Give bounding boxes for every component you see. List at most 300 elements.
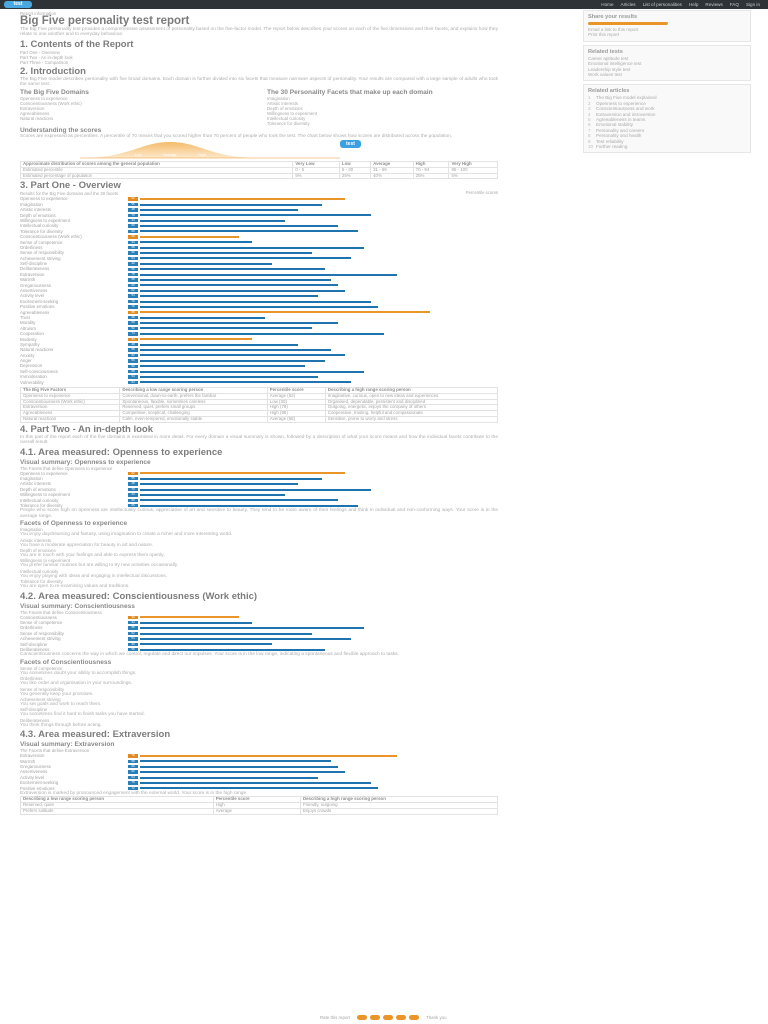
bar-fill xyxy=(140,306,378,308)
facet-text: You like order and organisation in your surroundings. xyxy=(20,681,133,687)
table-cell: Describing a high range scoring person xyxy=(300,797,497,803)
bar-label: Deliberateness xyxy=(20,266,50,272)
bar-value-badge: 88 xyxy=(128,311,138,314)
table-cell: Average xyxy=(371,162,414,168)
bar-label: Achievement striving xyxy=(20,636,61,642)
bar-track xyxy=(128,643,498,646)
bar-value-badge: 48 xyxy=(128,482,138,485)
bar-row xyxy=(20,380,498,385)
bar-track xyxy=(128,375,498,378)
overview-heading: 3. Part One - Overview xyxy=(20,180,121,192)
bar-value-badge: 66 xyxy=(128,504,138,507)
table-cell: Average xyxy=(213,808,300,814)
bar-fill xyxy=(140,241,252,243)
table-row xyxy=(21,417,498,423)
table-cell: Natural reactions xyxy=(21,417,120,423)
bar-value-badge: 68 xyxy=(128,246,138,249)
bell-tick-label: Very High xyxy=(227,153,243,158)
bar-fill xyxy=(140,777,318,779)
bar-label: Natural reactions xyxy=(20,347,54,353)
contents-part1-link[interactable]: Part One - Overview xyxy=(20,49,60,55)
rating-dot-1[interactable] xyxy=(357,1015,367,1020)
rating-label: Rate this report xyxy=(320,1015,351,1020)
bar-track xyxy=(128,381,498,384)
sidebar-link-number: 9 xyxy=(588,138,591,144)
facets-list-title: The 30 Personality Facets that make up each domain xyxy=(267,88,433,96)
bar-value-badge: 66 xyxy=(128,230,138,233)
sidebar-link[interactable] xyxy=(588,72,746,77)
bar-value-badge: 62 xyxy=(128,289,138,292)
bar-fill xyxy=(140,499,338,501)
bar-fill xyxy=(140,365,305,367)
overview-subtitle: Results for the Big Five domains and the 30 facets xyxy=(20,191,119,197)
table-cell: 0 - 5 xyxy=(293,167,340,173)
bar-fill xyxy=(140,209,298,211)
facet-name: Deliberateness xyxy=(20,717,50,723)
bar-value-badge: 60 xyxy=(128,765,138,768)
facet-text: You set goals and work to reach them. xyxy=(20,702,102,708)
bar-fill xyxy=(140,290,345,292)
list-item: Extraversion xyxy=(20,105,45,111)
bar-value-badge: 78 xyxy=(128,273,138,276)
bar-label: Activity level xyxy=(20,774,45,780)
bar-label: Morality xyxy=(20,320,36,326)
table-cell: Prefers solitude xyxy=(21,808,214,814)
bar-value-badge: 56 xyxy=(128,268,138,271)
bar-track xyxy=(128,197,498,200)
area2-bar-chart xyxy=(20,615,498,653)
area2-facets-title: The Facets that define Conscientiousness xyxy=(20,609,102,615)
bar-track xyxy=(128,241,498,244)
bar-track xyxy=(128,289,498,292)
facet-text: You sometimes find it hard to finish tasks you have started. xyxy=(20,712,145,718)
area3-bar-chart xyxy=(20,753,498,791)
bar-fill xyxy=(140,638,351,640)
bar-fill xyxy=(140,489,371,491)
bar-value-badge: 72 xyxy=(128,305,138,308)
bar-value-badge: 30 xyxy=(128,235,138,238)
bar-label: Intellectual curiosity xyxy=(20,223,59,229)
table-cell: Imaginative, curious, open to new ideas and experiences xyxy=(325,393,497,399)
bar-label: Self-consciousness xyxy=(20,368,58,374)
bar-value-badge: 60 xyxy=(128,321,138,324)
bar-fill xyxy=(140,771,345,773)
rating-thanks: Thank you xyxy=(426,1015,447,1020)
bar-track xyxy=(128,776,498,779)
bar-track xyxy=(128,273,498,276)
table-cell: Very Low xyxy=(293,162,340,168)
share-accent-bar xyxy=(588,22,668,25)
bar-fill xyxy=(140,766,338,768)
bar-fill xyxy=(140,633,312,635)
facet-name: Tolerance for diversity xyxy=(20,579,63,585)
bar-value-badge: 52 xyxy=(128,327,138,330)
bar-label: Tolerance for diversity xyxy=(20,228,63,234)
sidebar xyxy=(583,10,751,156)
bar-label: Excitement-seeking xyxy=(20,298,59,304)
nav-link[interactable]: Reviews xyxy=(705,2,723,7)
bell-curve-graphic xyxy=(20,140,498,160)
bar-fill xyxy=(140,649,325,651)
facet-name: Willingness to experiment xyxy=(20,558,71,564)
facet-name: Imagination xyxy=(20,527,43,533)
bar-label: Sense of responsibility xyxy=(20,250,64,256)
list-item: Tolerance for diversity xyxy=(267,120,310,126)
rating-footer xyxy=(320,1015,447,1021)
contents-heading: 1. Contents of the Report xyxy=(20,38,134,50)
table-cell: Cooperative, trusting, helpful and compassionate xyxy=(325,411,497,417)
rating-dot-5[interactable] xyxy=(409,1015,419,1020)
sidebar-link[interactable] xyxy=(588,144,746,149)
bar-fill xyxy=(140,627,364,629)
bar-label: Sense of competence xyxy=(20,620,63,626)
bar-fill xyxy=(140,371,364,373)
bar-label: Activity level xyxy=(20,293,45,299)
bar-label: Imagination xyxy=(20,476,43,482)
area3-table xyxy=(20,796,498,814)
table-cell: Describing a low range scoring person xyxy=(21,797,214,803)
bar-value-badge: 58 xyxy=(128,278,138,281)
bar-track xyxy=(128,632,498,635)
table-cell: 31 - 69 xyxy=(371,167,414,173)
bar-track xyxy=(128,268,498,271)
understanding-scores-title: Understanding the scores xyxy=(20,126,102,134)
bar-value-badge: 68 xyxy=(128,370,138,373)
report-info-label: Report information xyxy=(20,11,57,16)
bar-track xyxy=(128,246,498,249)
bar-fill xyxy=(140,279,331,281)
area2-facets-heading: Facets of Conscientiousness xyxy=(20,658,112,666)
bar-track xyxy=(128,354,498,357)
table-cell: 25% xyxy=(339,173,370,179)
contents-part2-link[interactable]: Part Two - An in-depth look xyxy=(20,54,73,60)
bar-track xyxy=(128,257,498,260)
table-cell: High (88) xyxy=(267,411,325,417)
area3-visual-summary: Visual summary: Extraversion xyxy=(20,741,115,749)
bar-fill xyxy=(140,376,318,378)
bar-track xyxy=(128,284,498,287)
bar-value-badge: 72 xyxy=(128,787,138,790)
table-cell: 6 - 30 xyxy=(339,167,370,173)
bar-track xyxy=(128,321,498,324)
sidebar-link-number: 3 xyxy=(588,106,591,112)
nav-link[interactable]: Sign in xyxy=(745,2,760,7)
bar-track xyxy=(128,760,498,763)
bar-value-badge: 44 xyxy=(128,219,138,222)
top-nav-links xyxy=(601,1,760,8)
bar-value-badge: 48 xyxy=(128,343,138,346)
table-cell: Friendly, outgoing xyxy=(300,803,497,809)
bar-track xyxy=(128,294,498,297)
bar-fill xyxy=(140,381,351,383)
page-title: Big Five personality test report xyxy=(20,15,190,27)
bar-track xyxy=(128,621,498,624)
area2-text: Conscientiousness concerns the way in which we control, regulate and direct our impulses. Your score is in the low range, indicating a spontaneous and flexible approach to tasks. xyxy=(20,652,399,658)
understanding-scores-text: Scores are expressed as percentiles. A percentile of 70 means that you scored higher than 70 percent of people who took the test. The chart below shows how scores are distributed across the population. xyxy=(20,133,453,139)
table-cell: Estimated percentile xyxy=(21,167,293,173)
bar-label: Orderliness xyxy=(20,244,43,250)
bar-label: Sympathy xyxy=(20,341,40,347)
table-cell: Low (30) xyxy=(267,399,325,405)
bar-label: Self-discipline xyxy=(20,261,48,267)
part-two-text: In this part of the report each of the five domains is examined in more detail. For every domain a visual summary is shown, followed by a description of what your score means and how the individual facets contribute to the overall result. xyxy=(20,434,498,446)
bar-track xyxy=(128,224,498,227)
area2-facet-list xyxy=(20,666,498,728)
bar-label: Trust xyxy=(20,314,30,320)
table-cell: 95 - 100 xyxy=(449,167,498,173)
bar-track xyxy=(128,370,498,373)
bar-value-badge: 44 xyxy=(128,493,138,496)
nav-link[interactable]: Articles xyxy=(620,2,636,7)
bar-label: Conscientiousness xyxy=(20,614,57,620)
bar-value-badge: 64 xyxy=(128,637,138,640)
related-tests-title: Related tests xyxy=(588,48,623,55)
bar-track xyxy=(128,338,498,341)
bar-track xyxy=(128,781,498,784)
bell-tick-label: Very Low xyxy=(97,153,113,158)
bar-fill xyxy=(140,505,358,507)
bar-label: Sense of responsibility xyxy=(20,630,64,636)
area3-text: Extraversion is marked by pronounced engagement with the external world. Your score is in the high range. xyxy=(20,790,248,796)
bar-label: Artistic interests xyxy=(20,207,51,213)
bar-fill xyxy=(140,755,397,757)
table-cell: 5% xyxy=(449,173,498,179)
bar-track xyxy=(128,754,498,757)
bar-fill xyxy=(140,268,325,270)
table-cell: Conscientiousness (Work ethic) xyxy=(21,399,120,405)
facets-list xyxy=(267,96,498,126)
area1-visual-summary: Visual summary: Openness to experience xyxy=(20,458,151,466)
table-cell: Extraversion xyxy=(21,405,120,411)
site-logo[interactable]: test xyxy=(4,1,32,8)
facet-text: You sometimes doubt your ability to accomplish things. xyxy=(20,670,137,676)
table-cell: High (78) xyxy=(267,405,325,411)
list-item: Agreeableness xyxy=(20,110,50,116)
bar-label: Warmth xyxy=(20,277,36,283)
bar-label: Altruism xyxy=(20,325,36,331)
related-articles-card xyxy=(583,84,751,153)
area1-text: People who score high on openness are intellectually curious, appreciative of art and sensitive to beauty. They tend to be more aware of their feelings and think in individual and non-conforming ways. Your score is in the average range. xyxy=(20,508,498,519)
sidebar-link-number: 5 xyxy=(588,117,591,123)
sidebar-link-number: 4 xyxy=(588,111,591,117)
bar-label: Artistic interests xyxy=(20,481,51,487)
bar-track xyxy=(128,493,498,496)
bar-value-badge: 74 xyxy=(128,332,138,335)
table-cell: Outgoing, energetic, enjoys the company of others xyxy=(325,405,497,411)
area1-facets-title: The Facets that define Openness to experience xyxy=(20,465,113,471)
bar-label: Orderliness xyxy=(20,625,43,631)
bar-value-badge: 40 xyxy=(128,262,138,265)
bar-label: Gregariousness xyxy=(20,763,51,769)
sidebar-link-text: Extraversion and introversion xyxy=(596,111,656,117)
area1-bar-chart xyxy=(20,471,498,509)
table-cell: Conventional, down-to-earth, prefers the familiar xyxy=(120,393,267,399)
bar-fill xyxy=(140,338,252,340)
list-item: Willingness to experiment xyxy=(267,110,318,116)
bar-value-badge: 62 xyxy=(128,197,138,200)
facet-name: Depth of emotions xyxy=(20,548,56,554)
bar-label: Assertiveness xyxy=(20,288,48,294)
bar-label: Deliberateness xyxy=(20,646,50,652)
bar-track xyxy=(128,203,498,206)
bar-label: Excitement-seeking xyxy=(20,780,59,786)
facet-name: Intellectual curiosity xyxy=(20,568,59,574)
table-cell: Organised, dependable, persistent and disciplined xyxy=(325,399,497,405)
bar-value-badge: 62 xyxy=(128,770,138,773)
bar-fill xyxy=(140,327,312,329)
bar-label: Conscientiousness (Work ethic) xyxy=(20,234,82,240)
table-cell: Sensitive, prone to worry and stress xyxy=(325,417,497,423)
bar-label: Immoderation xyxy=(20,374,47,380)
table-cell: Estimated percentage of population xyxy=(21,173,293,179)
bar-value-badge: 48 xyxy=(128,208,138,211)
bar-track xyxy=(128,787,498,790)
sidebar-link-number: 2 xyxy=(588,100,591,106)
sidebar-link[interactable] xyxy=(588,32,746,37)
bar-track xyxy=(128,488,498,491)
bar-label: Anger xyxy=(20,358,32,364)
sidebar-link-number: 6 xyxy=(588,122,591,128)
sidebar-link-number: 1 xyxy=(588,95,591,101)
bar-label: Positive emotions xyxy=(20,304,55,310)
table-cell: Low xyxy=(339,162,370,168)
related-articles-title: Related articles xyxy=(588,88,630,95)
bell-tick-label: High xyxy=(198,153,206,158)
bar-value-badge: 60 xyxy=(128,284,138,287)
table-cell: Approximate distribution of scores among the general population xyxy=(21,162,293,168)
list-item: Natural reactions xyxy=(20,115,54,121)
share-card-title: Share your results xyxy=(588,14,638,20)
related-tests-card xyxy=(583,45,751,82)
sidebar-link-text: Career aptitude test xyxy=(588,55,629,61)
bar-fill xyxy=(140,198,345,200)
bar-value-badge: 52 xyxy=(128,251,138,254)
bar-label: Tolerance for diversity xyxy=(20,502,63,508)
area1-facet-list xyxy=(20,527,498,589)
bar-fill xyxy=(140,478,322,480)
bar-label: Achievement striving xyxy=(20,255,61,261)
report-main-column xyxy=(20,11,498,815)
bar-track xyxy=(128,332,498,335)
bar-track xyxy=(128,477,498,480)
rating-dot-4[interactable] xyxy=(396,1015,406,1020)
list-item: Depth of emotions xyxy=(267,105,303,111)
report-intro-text: The Big Five personality test provides a comprehensive assessment of personality based on the five-factor model. The report below describes your scores on each of the five dimensions and their facets, and explains how they relate to one another and to everyday behaviour. xyxy=(20,27,498,38)
facet-name: Self-discipline xyxy=(20,707,48,713)
bar-fill xyxy=(140,204,322,206)
facet-name: Orderliness xyxy=(20,676,43,682)
bar-track xyxy=(128,311,498,314)
bar-fill xyxy=(140,301,371,303)
table-cell: The Big Five Factors xyxy=(21,388,120,394)
table-cell: Enjoys crowds xyxy=(300,808,497,814)
bar-value-badge: 50 xyxy=(128,365,138,368)
nav-link[interactable]: FAQ xyxy=(729,2,739,7)
table-cell: Agreeableness xyxy=(21,411,120,417)
bar-value-badge: 62 xyxy=(128,354,138,357)
bar-fill xyxy=(140,360,325,362)
nav-link[interactable]: List of personalities xyxy=(642,2,682,7)
domains-list xyxy=(20,96,251,121)
introduction-text: The Big Five model describes personality with five broad domains. Each domain is further divided into six facets that measure narrower aspects of personality. Your results are compared with a large sample of adults who took the same test. xyxy=(20,76,498,88)
bar-label: Depth of emotions xyxy=(20,486,56,492)
sidebar-link-text: Email a link to this report xyxy=(588,26,639,32)
bar-value-badge: 64 xyxy=(128,257,138,260)
bar-fill xyxy=(140,322,338,324)
nav-link[interactable]: Home xyxy=(601,2,614,7)
bar-label: Sense of competence xyxy=(20,239,63,245)
bar-label: Openness to experience xyxy=(20,470,68,476)
sidebar-link-text: Print this report xyxy=(588,32,620,38)
bar-track xyxy=(128,482,498,485)
bar-label: Imagination xyxy=(20,201,43,207)
sidebar-link-text: Leadership style test xyxy=(588,66,631,72)
bar-fill xyxy=(140,760,331,762)
sidebar-link-text: Agreeableness in teams xyxy=(596,117,646,123)
bar-track xyxy=(128,504,498,507)
bar-fill xyxy=(140,311,430,313)
nav-link[interactable]: Help xyxy=(688,2,699,7)
bar-value-badge: 60 xyxy=(128,499,138,502)
facet-name: Sense of competence xyxy=(20,665,63,671)
bar-value-badge: 52 xyxy=(128,632,138,635)
bar-fill xyxy=(140,354,345,356)
bar-label: Extraversion xyxy=(20,753,45,759)
bar-fill xyxy=(140,257,351,259)
bar-fill xyxy=(140,220,285,222)
rating-dot-3[interactable] xyxy=(383,1015,393,1020)
overview-summary-table xyxy=(20,387,498,423)
table-cell: 40% xyxy=(371,173,414,179)
list-item: Openness to experience xyxy=(20,95,68,101)
list-item: Conscientiousness (Work ethic) xyxy=(20,100,82,106)
bar-value-badge: 58 xyxy=(128,348,138,351)
bar-fill xyxy=(140,295,318,297)
bar-value-badge: 54 xyxy=(128,375,138,378)
bar-fill xyxy=(140,483,298,485)
bar-track xyxy=(128,365,498,368)
bar-label: Positive emotions xyxy=(20,785,55,791)
bar-label: Openness to experience xyxy=(20,196,68,202)
table-cell: Competitive, sceptical, challenging xyxy=(120,411,267,417)
bar-fill xyxy=(140,616,239,618)
bar-fill xyxy=(140,317,265,319)
bar-track xyxy=(128,235,498,238)
bar-label: Vulnerability xyxy=(20,379,44,385)
bar-fill xyxy=(140,236,239,238)
bar-value-badge: 54 xyxy=(128,776,138,779)
facet-text: You enjoy playing with ideas and engaging in intellectual discussions. xyxy=(20,573,168,579)
distribution-bell-curve xyxy=(20,140,498,160)
bar-fill xyxy=(140,622,252,624)
bar-label: Willingness to experiment xyxy=(20,217,71,223)
bar-fill xyxy=(140,284,338,286)
bell-tick-label: Average xyxy=(163,153,177,158)
sidebar-link-text: Work values test xyxy=(588,72,622,77)
table-cell: 25% xyxy=(413,173,449,179)
rating-dot-2[interactable] xyxy=(370,1015,380,1020)
share-card xyxy=(583,10,751,42)
contents-part3-link[interactable]: Part Three - Comparison xyxy=(20,59,69,65)
test-button[interactable]: test xyxy=(340,140,361,148)
bar-track xyxy=(128,765,498,768)
bar-track xyxy=(128,219,498,222)
bar-track xyxy=(128,472,498,475)
bar-value-badge: 30 xyxy=(128,616,138,619)
bar-value-badge: 40 xyxy=(128,643,138,646)
area1-facets-heading: Facets of Openness to experience xyxy=(20,520,128,528)
sidebar-link-text: Conscientiousness and work xyxy=(596,106,655,112)
